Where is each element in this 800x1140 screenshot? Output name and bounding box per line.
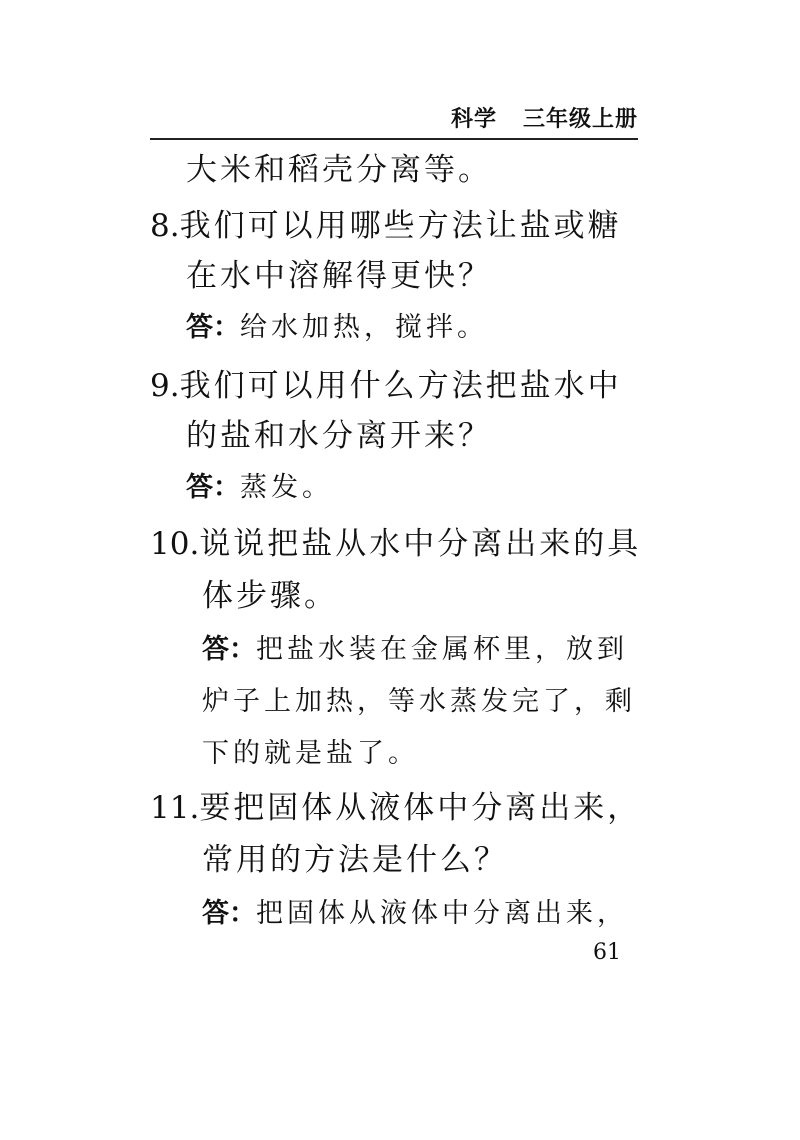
header-title [451,102,638,133]
answer-9 [186,468,333,508]
question-10-line-1 [150,524,641,564]
header-grade: 三年级上册 [522,107,638,132]
text-line: 大米和稻壳分离等。 [186,152,492,188]
answer-10-text: 把盐水装在金属杯里，放到 [256,634,628,665]
answer-10-line-2: 炉子上加热，等水蒸发完了，剩 [202,686,636,717]
question-10-number: 10. [150,526,200,562]
answer-11-text: 把固体从液体中分离出来， [256,898,628,929]
question-10-text: 说说把盐从水中分离出来的具 [199,526,642,562]
question-11-number: 11. [150,790,200,826]
question-11-text: 要把固体从液体中分离出来， [199,790,642,826]
running-header [150,96,638,140]
question-8-number: 8. [150,208,180,244]
question-9-line-2: 的盐和水分离开来？ [186,418,492,454]
question-8-line-2: 在水中溶解得更快？ [186,258,492,294]
question-8-text: 我们可以用哪些方法让盐或糖 [179,208,622,244]
question-9-line-1 [150,366,622,406]
question-11-line-2: 常用的方法是什么？ [202,842,508,878]
answer-label: 答： [202,634,256,665]
answer-10-line-3: 下的就是盐了。 [202,738,419,769]
question-10-line-2: 体步骤。 [202,578,338,614]
answer-8-text: 给水加热，搅拌。 [240,312,488,343]
answer-label: 答： [186,312,240,343]
question-9-text: 我们可以用什么方法把盐水中 [179,368,622,404]
page-number: 61 [593,940,621,965]
answer-11 [202,894,628,934]
question-9-number: 9. [150,368,180,404]
answer-8 [186,308,488,348]
answer-9-text: 蒸发。 [240,472,333,503]
answer-10-line-1 [202,630,628,670]
header-subject: 科学 [450,107,497,132]
question-11-line-1 [150,788,641,828]
answer-label: 答： [186,472,240,503]
question-8-line-1 [150,206,622,246]
answer-label: 答： [202,898,256,929]
